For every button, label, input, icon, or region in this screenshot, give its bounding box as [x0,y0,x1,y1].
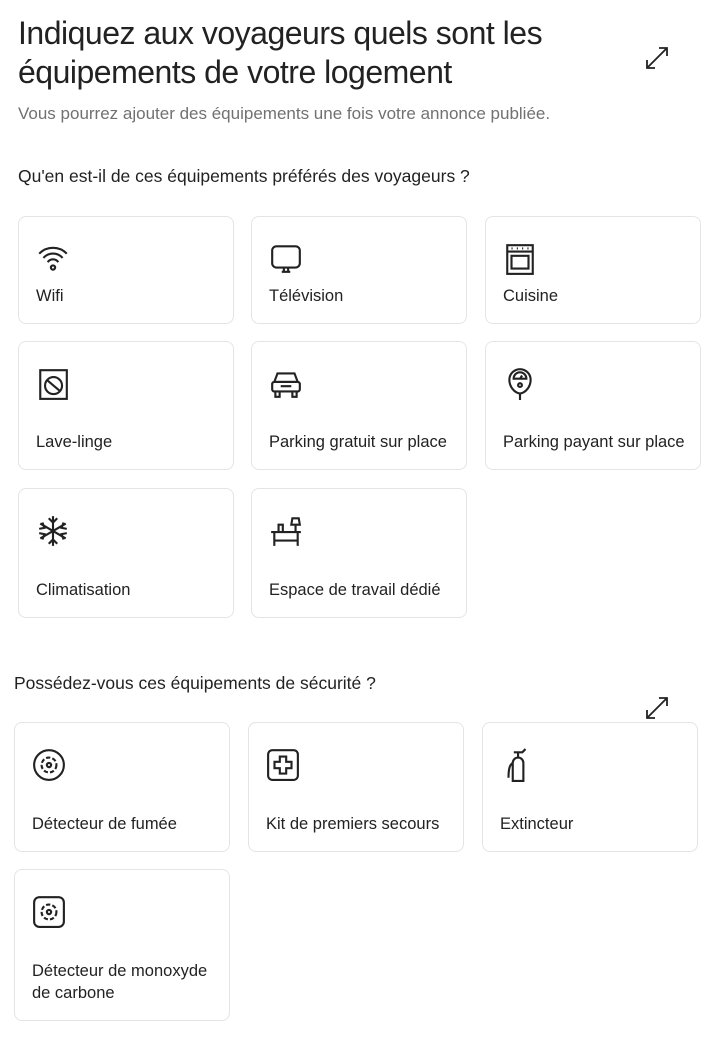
amenity-paid-parking[interactable] [485,341,701,470]
amenity-label: Kit de premiers secours [266,815,440,833]
co-detector-icon [32,895,66,929]
page-title: Indiquez aux voyageurs quels sont les équipements de votre logement [18,15,543,90]
amenity-label: Extincteur [500,815,574,833]
washer-icon [36,367,70,401]
amenity-tv[interactable] [251,216,467,324]
amenity-label: Climatisation [36,581,131,599]
amenity-label: Parking payant sur place [503,433,685,451]
wifi-icon [36,242,70,276]
amenity-washer[interactable] [18,341,234,470]
amenity-label: Télévision [269,287,344,305]
car-icon [269,367,303,401]
safety-first-aid[interactable] [248,722,464,852]
amenity-ac[interactable] [18,488,234,618]
safety-extinguisher[interactable] [482,722,698,852]
smoke-detector-icon [32,748,66,782]
safety-smoke-detector[interactable] [14,722,230,852]
parking-meter-icon [503,367,537,401]
amenity-label: Détecteur de fumée [32,815,177,833]
amenity-label: Détecteur de monoxyde de carbone [32,962,208,1002]
fire-extinguisher-icon [500,748,534,782]
snowflake-icon [36,514,70,548]
amenity-wifi[interactable] [18,216,234,324]
favorites-heading: Qu'en est-il de ces équipements préférés des voyageurs ? [18,166,470,186]
amenity-workspace[interactable] [251,488,467,618]
amenity-label: Espace de travail dédié [269,581,441,599]
expand-icon[interactable] [643,44,671,72]
page-subtitle: Vous pourrez ajouter des équipements une fois votre annonce publiée. [18,104,551,123]
desk-icon [269,514,303,548]
safety-heading: Possédez-vous ces équipements de sécurité ? [14,673,376,693]
amenity-label: Parking gratuit sur place [269,433,447,451]
amenity-free-parking[interactable] [251,341,467,470]
safety-co-detector[interactable] [14,869,230,1021]
oven-icon [503,242,537,276]
amenity-label: Wifi [36,287,64,305]
expand-icon[interactable] [643,694,671,722]
tv-icon [269,242,303,276]
amenity-label: Cuisine [503,287,559,305]
first-aid-icon [266,748,300,782]
amenity-label: Lave-linge [36,433,113,451]
amenity-kitchen[interactable] [485,216,701,324]
